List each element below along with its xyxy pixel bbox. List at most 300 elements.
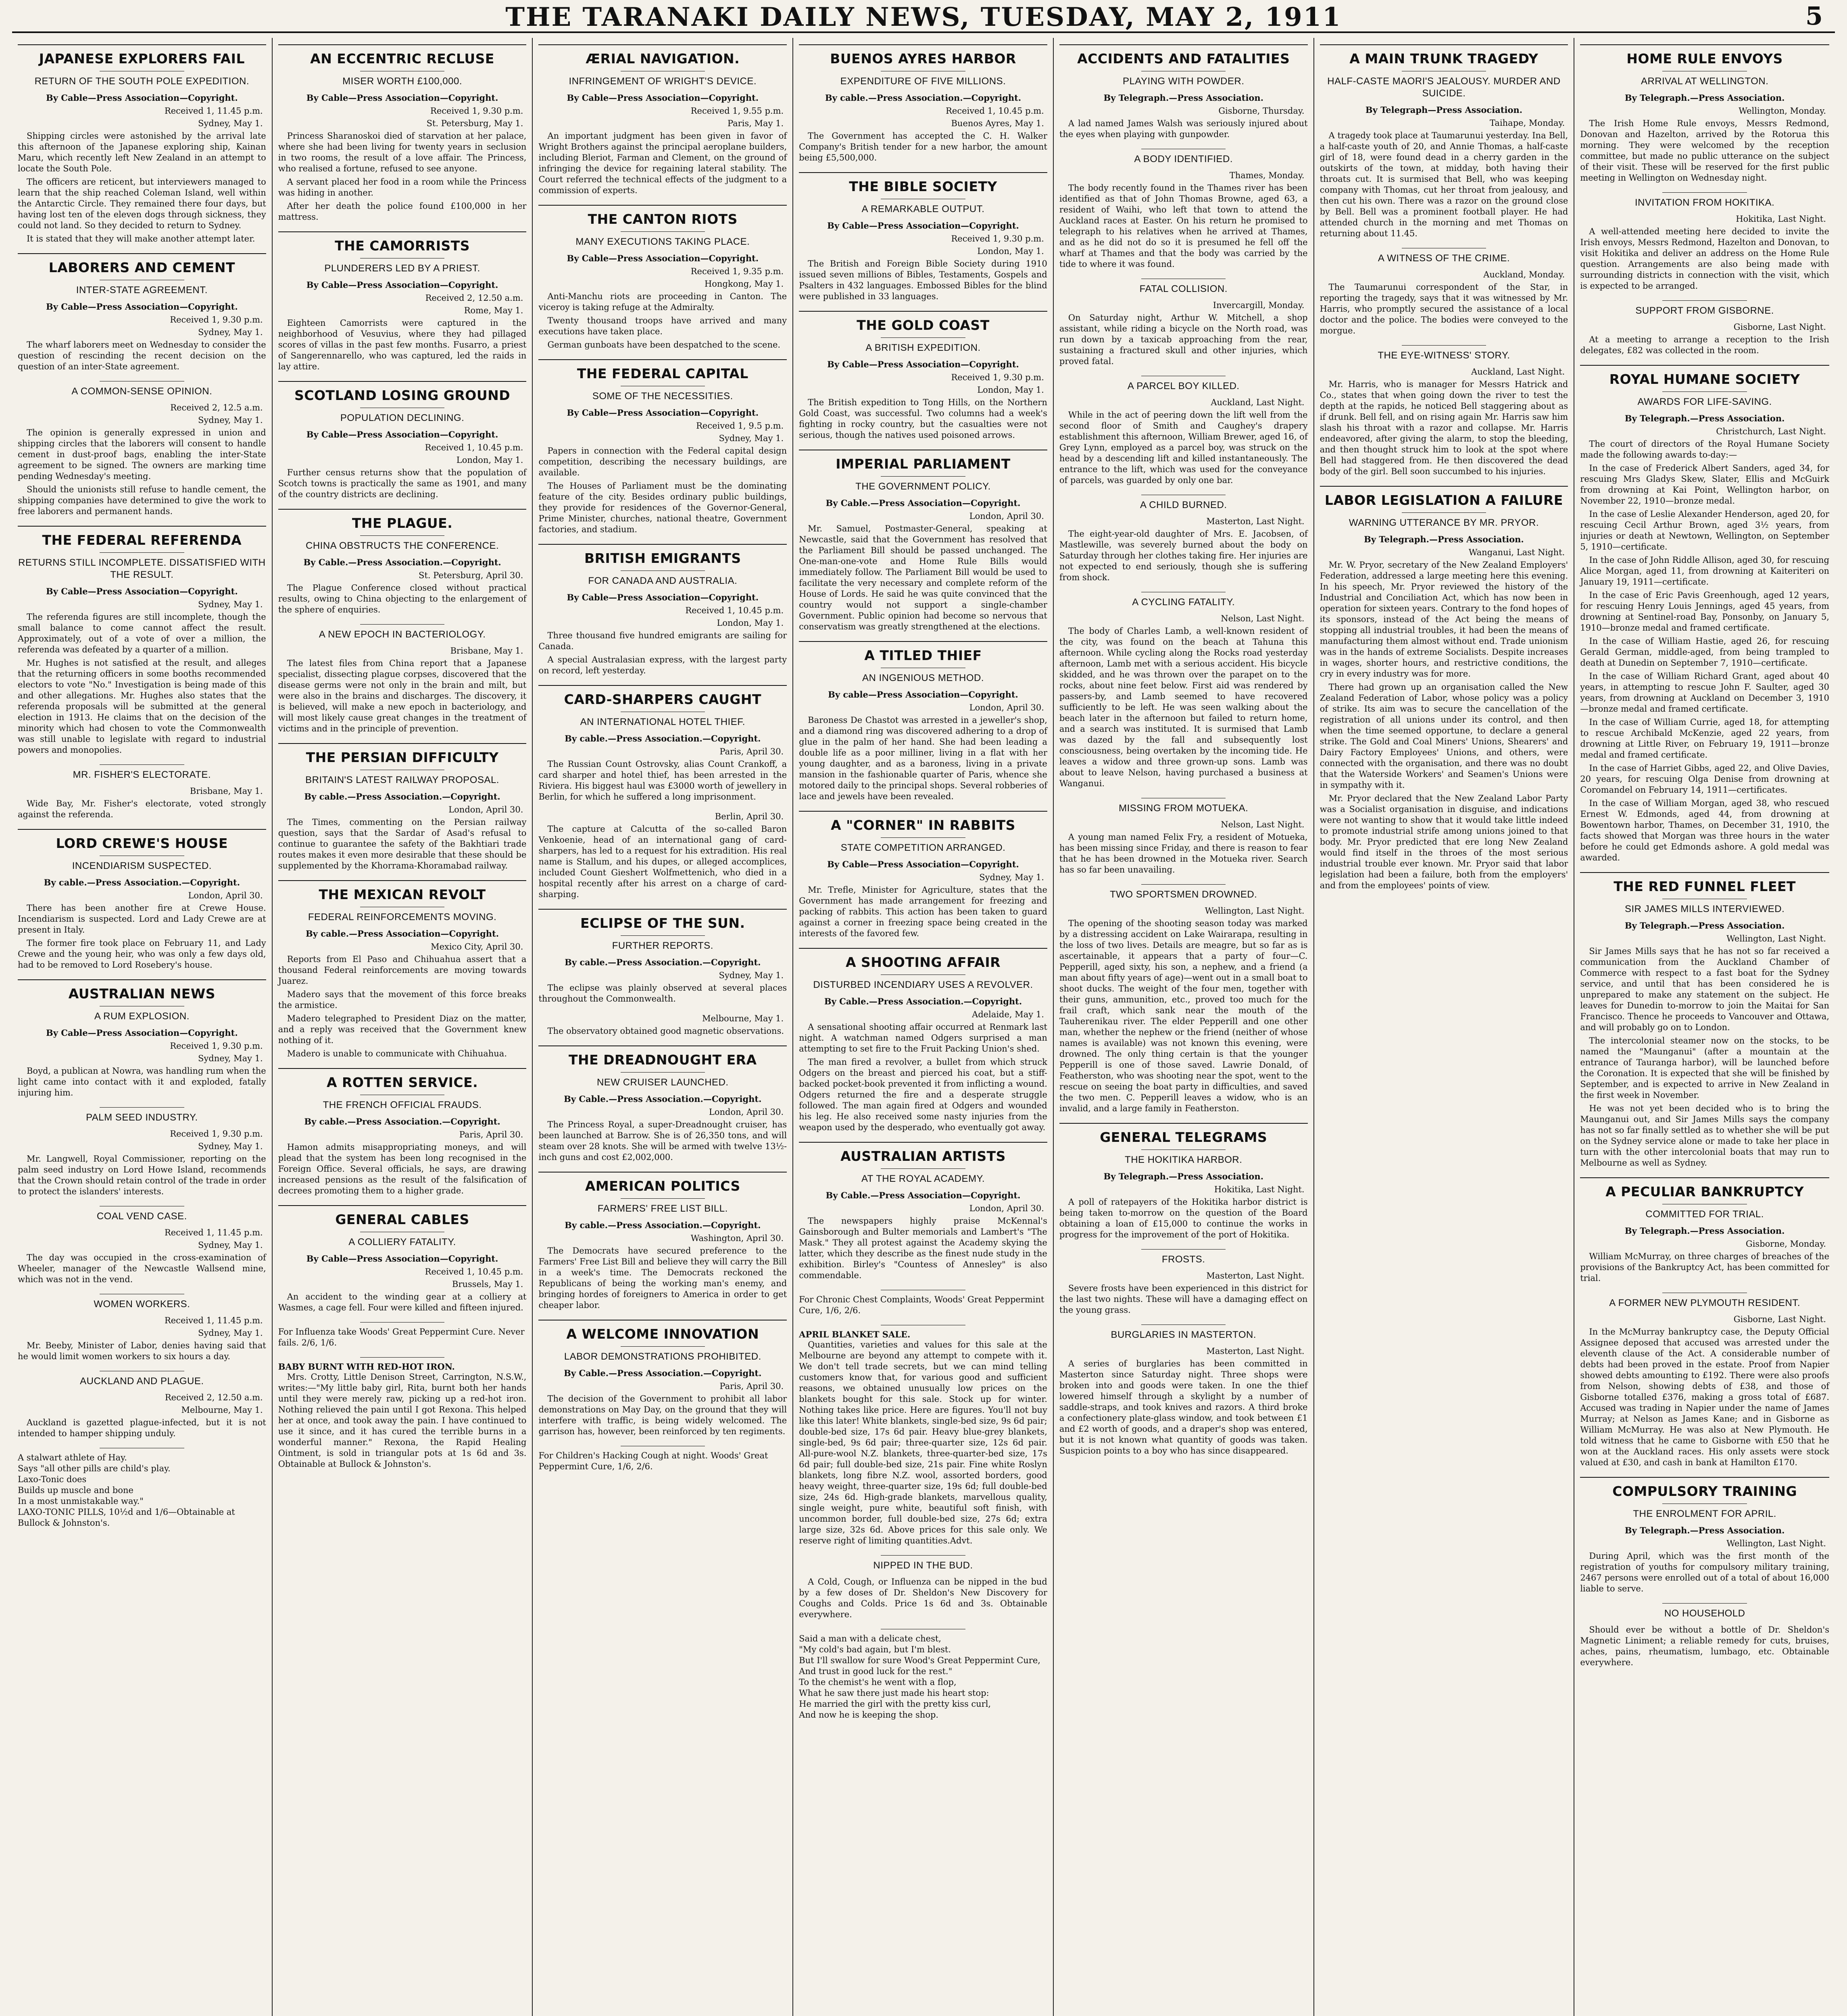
article-subheading: FOR CANADA AND AUSTRALIA. [588, 575, 738, 586]
column-rule [1580, 1177, 1829, 1178]
press-credit: By Cable—Press Association—Copyright. [567, 592, 759, 602]
column-rule [799, 44, 1047, 45]
article-headline: ECLIPSE OF THE SUN. [580, 915, 745, 931]
article [278, 624, 527, 734]
advert-line: He married the girl with the pretty kiss curl, [799, 1699, 991, 1709]
dateline: Hokitika, Last Night. [1214, 1185, 1305, 1194]
paragraph: A lad named James Walsh was seriously injured about the eyes when playing with gunpowder. [1059, 119, 1308, 139]
short-rule [621, 1198, 705, 1199]
advert-headline: BABY BURNT WITH RED-HOT IRON. [278, 1362, 455, 1372]
dateline: Brisbane, May 1. [190, 786, 263, 796]
article [278, 44, 527, 223]
paragraph: The former fire took place on February 11, and Lady Crewe and the young heir, who was only a few days old, had to be removed to Lord Rosebery's house. [18, 938, 266, 970]
short-rule [360, 535, 444, 536]
short-rule [621, 1072, 705, 1073]
article [1580, 872, 1829, 1168]
press-credit: By cable.—Press Association.—Copyright. [565, 1220, 761, 1230]
paragraph: In the case of Harriet Gibbs, aged 22, and Olive Davies, 20 years, for rescuing Olga Denise from drowning at Coromandel on February 14, 1911—certificates. [1580, 763, 1830, 795]
press-credit: By Cable.—Press Association.—Copyright. [564, 1368, 762, 1378]
article-subheading: A FORMER NEW PLYMOUTH RESIDENT. [1609, 1297, 1801, 1308]
paragraph: Should the unionists still refuse to handle cement, the shipping companies have determined to give the work to free laborers and permanent hands. [18, 485, 266, 516]
article [1580, 1293, 1829, 1468]
dateline: Wellington, Monday. [1739, 106, 1826, 116]
dateline: Thames, Monday. [1229, 171, 1305, 180]
article [278, 1205, 527, 1313]
paragraph: The Democrats have secured preference to the Farmers' Free List Bill and believe they will carry the Bill in a week's time. The Democrats reckoned the Republicans of being the working man's enemy, and bringing hordes of foreigners to America in order to get cheaper labor. [538, 1246, 787, 1310]
column-7 [1574, 38, 1835, 2016]
article-subheading: AWARDS FOR LIFE-SAVING. [1637, 396, 1772, 407]
paragraph: Baroness De Chastot was arrested in a jeweller's shop, and a diamond ring was discovered adhering to a drop of glue in the palm of her hand. She had been leading a double life as a poor milliner, living in a flat with her young daughter, and as a baroness, living in a private mansion in the fashionable quarter of Paris, whence she motored daily to the principal shops. Several robberies of lace and jewels have been revealed. [799, 715, 1047, 801]
article-subheading: THE EYE-WITNESS' STORY. [1378, 350, 1510, 361]
press-credit: By Telegraph.—Press Association. [1624, 921, 1785, 931]
press-credit: By Telegraph.—Press Association. [1624, 413, 1785, 423]
article-subheading: FARMERS' FREE LIST BILL. [597, 1203, 728, 1214]
paragraph: The eight-year-old daughter of Mrs. E. Jacobsen, of Mastlewille, was severely burned about the body on Saturday through her clothes taking fire. Her injuries are not expected to end seriously, though she is suffering from shock. [1059, 529, 1308, 582]
short-rule [621, 1346, 705, 1347]
article-subheading: RETURN OF THE SOUTH POLE EXPEDITION. [34, 76, 249, 87]
article-headline: CARD-SHARPERS CAUGHT [564, 691, 761, 707]
article-subheading: NEW CRUISER LAUNCHED. [597, 1077, 729, 1088]
paragraph: In the case of William Richard Grant, aged about 40 years, in attempting to rescue John F. Saulter, aged 30 years, from drowning at Auckland on December 3, 1910—bronze medal and framed certificate. [1580, 671, 1830, 714]
paragraph: Mr. Harris, who is manager for Messrs Hatrick and Co., states that when going down the river to test the depth at the rapids, he noticed Bell staggering about as if drunk. Bell fell, and on rising again Mr. Harris saw him slash his throat with a razor and collapse. Mr. Harris endeavored, after giving the alarm, to stop the bleeding, and then thought struck him to look at the spot where Bell had staggered from. He then discovered the dead body of the girl. Bell soon succumbed to his injuries. [1320, 379, 1568, 476]
article-subheading: RETURNS STILL INCOMPLETE. DISSATISFIED WITH THE RESULT. [18, 557, 266, 580]
dateline: Sydney, May 1. [198, 1328, 263, 1338]
dateline: Wellington, Last Night. [1726, 1539, 1826, 1548]
short-rule [1662, 300, 1747, 301]
dateline: Received 1, 11.45 p.m. [164, 1316, 263, 1325]
press-credit: By Cable.—Press Association—Copyright. [826, 1190, 1021, 1200]
advert-line: "My cold's bad again, but I'm blest. [799, 1645, 951, 1654]
paragraph: Further census returns show that the population of Scotch towns is practically the same as 1901, and many of the country districts are declining. [278, 468, 527, 499]
advert-headline: APRIL BLANKET SALE. [799, 1329, 911, 1339]
article [1059, 44, 1308, 140]
article-subheading: A REMARKABLE OUTPUT. [861, 204, 985, 215]
advert-line: But I'll swallow for sure Wood's Great Peppermint Cure, [799, 1656, 1040, 1665]
article-headline: LABOR LEGISLATION A FAILURE [1324, 492, 1563, 508]
dateline: Paris, April 30. [719, 1381, 784, 1391]
article [538, 544, 787, 676]
short-rule [100, 552, 184, 553]
paragraph: Severe frosts have been experienced in this district for the last two nights. These will have a damaging effect on the young grass. [1059, 1283, 1308, 1315]
article [18, 1107, 266, 1197]
column-5 [1054, 38, 1314, 2016]
article-headline: A WELCOME INNOVATION [566, 1326, 759, 1342]
article-headline: AMERICAN POLITICS [585, 1178, 740, 1194]
short-rule [360, 1357, 444, 1358]
press-credit: By Telegraph.—Press Association. [1364, 534, 1524, 544]
paragraph: In the case of William Hastie, aged 26, for rescuing Gerald German, middle-aged, from being trampled to death at Dunedin on September 7, 1910—certificate. [1580, 636, 1830, 668]
article-subheading: PALM SEED INDUSTRY. [86, 1112, 198, 1123]
article-subheading: FATAL COLLISION. [1139, 283, 1228, 294]
dateline: Sydney, May 1. [198, 1141, 263, 1151]
article-subheading: WARNING UTTERANCE BY MR. PRYOR. [1349, 517, 1539, 528]
dateline: Received 1, 10.45 p.m. [425, 443, 523, 452]
paragraph: The intercolonial steamer now on the stocks, to be named the "Maunganui" (after a mountain at the entrance of Tauranga harbor), will be launched before the Coronation. It is expected that she will be finished by September, and is expected to arrive in New Zealand in the first week in November. [1580, 1036, 1830, 1100]
short-rule [881, 337, 965, 338]
short-rule [1662, 192, 1747, 193]
paragraph: The latest files from China report that a Japanese specialist, dissecting plague corpses, discovered that the disease germs were not only in the brain and milt, but were also in the brains and discharges. The discovery, it is believed, will make a new epoch in bacteriology, and will most likely cause great changes in the treatment of victims and in the principle of prevention. [278, 658, 527, 733]
paragraph: The Taumarunui correspondent of the Star, in reporting the tragedy, says that it was witnessed by Mr. Harris, who promptly secured the assistance of a local doctor and the police. The bodies were conveyed to the morgue. [1320, 282, 1568, 335]
paragraph: The Government has accepted the C. H. Walker Company's British tender for a new harbor, the amount being £5,500,000. [799, 131, 1047, 162]
paragraph: It is stated that they will make another attempt later. [27, 234, 255, 244]
article-headline: A "CORNER" IN RABBITS [831, 817, 1015, 833]
paragraph: William McMurray, on three charges of breaches of the provisions of the Bankruptcy Act, has been committed for trial. [1580, 1252, 1830, 1283]
column-rule [18, 979, 266, 980]
press-credit: By Cable—Press Association—Copyright. [46, 586, 238, 596]
advert-line: A stalwart athlete of Hay. [18, 1453, 127, 1462]
paragraph: The wharf laborers meet on Wednesday to consider the question of rescinding the recent decision on the question of an inter-State agreement. [18, 340, 266, 371]
article-headline: BRITISH EMIGRANTS [584, 550, 741, 566]
article [538, 359, 787, 535]
paragraph: Princess Sharanoskoi died of starvation at her palace, where she had been living for twenty years in seclusion in two rooms, the result of a love affair. The Princess, who realised a fortune, refused to see anyone. [278, 131, 527, 173]
paragraph: Boyd, a publican at Nowra, was handling rum when the light came into contact with it and exploded, fatally injuring him. [18, 1066, 266, 1098]
dateline: Received 1, 9.30 p.m. [430, 106, 523, 116]
article-headline: A ROTTEN SERVICE. [326, 1075, 478, 1090]
dateline: Invercargill, Monday. [1213, 300, 1305, 310]
article [538, 1446, 787, 1472]
press-credit: By Cable—Press Association—Copyright. [567, 253, 759, 263]
article-subheading: SOME OF THE NECESSITIES. [592, 391, 733, 402]
article-headline: HOME RULE ENVOYS [1626, 51, 1783, 67]
article [538, 1045, 787, 1163]
article [799, 641, 1047, 802]
dateline: London, April 30. [448, 805, 523, 814]
article [538, 44, 787, 196]
article [799, 311, 1047, 441]
dateline: Received 1, 9.30 p.m. [170, 1129, 263, 1139]
article [1320, 248, 1568, 336]
dateline: Received 1, 9.30 p.m. [951, 373, 1044, 382]
article-subheading: THE GOVERNMENT POLICY. [855, 481, 991, 492]
press-credit: By Telegraph.—Press Association. [1624, 1525, 1785, 1535]
advert-line: What he saw there just made his heart stop: [799, 1688, 989, 1698]
dateline: Sydney, May 1. [198, 1240, 263, 1250]
short-rule [1662, 1603, 1747, 1604]
paragraph: Mr. W. Pryor, secretary of the New Zealand Employers' Federation, addressed a large meeting here this evening. In his speech, Mr. Pryor reviewed the history of the Industrial and Conciliation Act, which has now been in operation for sixteen years. Contrary to the fond hopes of its sponsors, instead of the Act being the means of stopping all industrial troubles, it had been the means of manufacturing them almost without end. Trade unionism was in the hands of extreme Socialists. Despite increases in wages, shorter hours, and restrictive conditions, the cry in every industry was for more. [1320, 560, 1568, 679]
column-rule [799, 811, 1047, 812]
dateline: Buenos Ayres, May 1. [951, 119, 1044, 128]
short-rule [881, 1168, 965, 1169]
press-credit: By Telegraph.—Press Association. [1624, 1226, 1785, 1236]
article-headline: JAPANESE EXPLORERS FAIL [39, 51, 245, 67]
article [799, 172, 1047, 302]
article [278, 880, 527, 1059]
paragraph: The Houses of Parliament must be the dominating feature of the city. Besides ordinary public buildings, they provide for residences of the Governor-General, Prime Minister, churches, national theatre, Government factories, and stadium. [538, 481, 787, 534]
short-rule [1402, 512, 1486, 513]
column-rule [18, 829, 266, 830]
column-rule [799, 1142, 1047, 1143]
dateline: Gisborne, Monday. [1745, 1239, 1826, 1249]
column-rule [538, 1045, 787, 1046]
press-credit: By Cable.—Press Association.—Copyright. [564, 1094, 762, 1104]
article-subheading: A BODY IDENTIFIED. [1134, 154, 1233, 165]
press-credit: By Cable.—Press Association—Copyright. [826, 498, 1021, 508]
article-headline: THE PLAGUE. [352, 515, 453, 531]
press-credit: By Cable—Press Association—Copyright. [46, 302, 238, 312]
paragraph: Mr. Hughes is not satisfied at the result, and alleges that the returning officers in some booths recommended electors to vote "No." Investigation is being made of this and other allegations. Mr. Hughes also states that the referenda proposals will be submitted at the general election in 1913. He claims that on the decision of the minority which had chosen to vote the Commonwealth was still unable to legislate with regard to industrial powers and monopolies. [18, 658, 266, 755]
column-rule [538, 544, 787, 545]
column-rule [278, 381, 527, 382]
article-subheading: A PARCEL BOY KILLED. [1127, 381, 1240, 392]
dateline: Sydney, May 1. [198, 600, 263, 609]
dateline: Received 1, 10.45 p.m. [946, 106, 1044, 116]
dateline: Received 1, 11.45 p.m. [164, 1228, 263, 1237]
paragraph: The British and Foreign Bible Society during 1910 issued seven millions of Bibles, Testaments, Gospels and Psalters in 432 languages. Embossed Bibles for the blind were published in 33 languages. [799, 259, 1047, 301]
press-credit: By Cable—Press Association—Copyright. [567, 408, 759, 418]
article [1059, 1325, 1308, 1456]
article-headline: GENERAL CABLES [335, 1212, 469, 1227]
dateline: Received 2, 12.5 a.m. [170, 403, 263, 412]
dateline: Received 1, 9.55 p.m. [690, 106, 784, 116]
paragraph: In the case of Eric Pavis Greenhough, aged 12 years, for rescuing Henry Louis Jennings, aged 45 years, from drowning at Sentinel-road Bay, Ponsonby, on January 5, 1910—bronze medal and framed certificate. [1580, 590, 1830, 633]
advert-line: And now he is keeping the shop. [799, 1710, 939, 1720]
dateline: Received 1, 9.30 p.m. [170, 1041, 263, 1051]
dateline: Auckland, Last Night. [1211, 398, 1305, 407]
article-subheading: AT THE ROYAL ACADEMY. [861, 1173, 985, 1184]
dateline: Gisborne, Last Night. [1733, 1314, 1826, 1324]
paragraph: While in the act of peering down the lift well from the second floor of Smith and Caughey's drapery establishment this afternoon, William Brewer, aged 16, of Grey Lynn, employed as a parcel boy, was struck on the head by a descending lift and killed instantaneously. The entrance to the lift, which was used for the conveyance of parcels, was guarded by only one bar. [1059, 410, 1308, 485]
paragraph: There has been another fire at Crewe House. Incendiarism is suspected. Lord and Lady Crewe are at present in Italy. [18, 903, 266, 935]
press-credit: By Cable—Press Association—Copyright. [827, 221, 1019, 231]
article-subheading: FEDERAL REINFORCEMENTS MOVING. [308, 912, 497, 923]
paragraph: The decision of the Government to prohibit all labor demonstrations on May Day, on the ground that they will interfere with traffic, is being widely welcomed. The garrison has, however, been reinforced by ten regiments. [538, 1394, 787, 1436]
article [278, 231, 527, 372]
column-rule [1320, 44, 1568, 45]
article [799, 1555, 1047, 1620]
dateline: Received 1, 9.5 p.m. [696, 421, 784, 431]
press-credit: By Cable—Press Association—Copyright. [567, 93, 759, 103]
paragraph: Quantities, varieties and values for this sale at the Melbourne are beyond any attempt to compete with it. We don't tell trade secrets, but we can mind telling customers know that, for various good and sufficient reasons, we obtained unusually low prices on the blankets bought for this sale. Stock up for winter. Nothing takes like price. Here are figures. You'll not buy like this later! White blankets, single-bed size, 9s 6d pair; double-bed size, 17s 6d pair. Heavy blue-grey blankets, single-bed, 9s 6d pair; three-quarter size, 12s 6d pair. All-pure-wool N.Z. blankets, three-quarter-bed size, 17s 6d pair; full double-bed size, 21s pair. Fine white Roslyn blankets, long fibre N.Z. wool, assorted borders, good heavy weight, three-quarter size, 19s 6d; full double-bed size, 24s 6d. High-grade blankets, marvellous quality, single weight, pure white, beautiful soft finish, with uncommon border, full double-bed size, 27s 6d; extra large size, 32s 6d. Above prices for this sale only. We reserve right of limiting quantities.Advt. [799, 1340, 1047, 1545]
article [1580, 1477, 1829, 1594]
dateline: London, May 1. [977, 246, 1044, 256]
article [538, 1013, 787, 1037]
column-rule [1580, 872, 1829, 873]
column-rule [18, 526, 266, 527]
article-subheading: BURGLARIES IN MASTERTON. [1111, 1329, 1256, 1340]
article-subheading: INVITATION FROM HOKITIKA. [1635, 197, 1775, 208]
dateline: Received 1, 10.45 p.m. [425, 1267, 523, 1277]
article-headline: SCOTLAND LOSING GROUND [294, 387, 511, 403]
paragraph: Mr. Samuel, Postmaster-General, speaking at Newcastle, said that the Government has resolved that the Parliament Bill should be passed unchanged. The One-man-one-vote and Home Rule Bills would immediately follow. The Parliament Bill would be used to facilitate the very necessary and complete reform of the House of Lords. He said he was quite convinced that the country would not support a single-chamber Government. Public opinion had become so nervous that conservatism was greatly strengthened at the elections. [799, 524, 1047, 631]
press-credit: By cable.—Press Association—Copyright. [306, 929, 499, 939]
paragraph: A sensational shooting affair occurred at Renmark last night. A watchman named Odgers surprised a man attempting to set fire to the Fruit Packing Union's shed. [799, 1022, 1047, 1054]
dateline: Received 1, 10.45 p.m. [685, 606, 784, 615]
paragraph: Mr. Pryor declared that the New Zealand Labor Party was a Socialist organisation in disguise, and indications were not wanting to show that it would take little indeed to promote industrial strife among unions joined to that body. Mr. Pryor predicted that ere long New Zealand would find itself in the throes of the most serious industrial trouble ever known. Mr. Pryor said that labor legislation had been a failure, both from the employers' and from the employees' points of view. [1320, 793, 1568, 890]
dateline: Received 1, 9.35 p.m. [690, 267, 784, 276]
article-headline: IMPERIAL PARLIAMENT [836, 456, 1011, 472]
column-rule [278, 231, 527, 232]
paragraph: An important judgment has been given in favor of Wright Brothers against the principal aeroplane builders, including Bleriot, Farman and Clement, on the ground of infringing the device for regaining lateral stability. The Court referred the technical effects of the judgment to a commission of experts. [538, 131, 787, 195]
article [18, 1294, 266, 1362]
column-rule [799, 172, 1047, 173]
article-subheading: SUPPORT FROM GISBORNE. [1635, 305, 1774, 316]
press-credit: By cable.—Press Association.—Copyright. [565, 957, 761, 967]
masthead [12, 0, 1835, 33]
dateline: London, May 1. [717, 618, 784, 628]
article-subheading: EXPENDITURE OF FIVE MILLIONS. [840, 76, 1006, 87]
article-subheading: A COMMON-SENSE OPINION. [71, 386, 213, 397]
dateline: Sydney, May 1. [719, 971, 784, 980]
article [1320, 44, 1568, 239]
paragraph: The Plague Conference closed without practical results, owing to China objecting to the enlargement of the sphere of enquiries. [278, 583, 527, 614]
page-number: 5 [1805, 1, 1823, 31]
article-headline: ACCIDENTS AND FATALITIES [1077, 51, 1290, 67]
article [1059, 884, 1308, 1114]
article-subheading: A NEW EPOCH IN BACTERIOLOGY. [319, 629, 486, 640]
article-headline: AN ECCENTRIC RECLUSE [310, 51, 494, 67]
paragraph: Madero telegraphed to President Diaz on the matter, and a reply was received that the Government knew nothing of it. [278, 1014, 527, 1045]
article [278, 509, 527, 615]
article-subheading: AUCKLAND AND PLAGUE. [80, 1376, 204, 1387]
paragraph: At a meeting to arrange a reception to the Irish delegates, £82 was collected in the room. [1580, 335, 1830, 355]
paragraph: The capture at Calcutta of the so-called Baron Venkoenie, head of an international gang of card-sharpers, has led to a request for his extradition. His real name is Stallum, and his dupes, or alleged accomplices, included Count Gieshert Wolfmettenich, who died in a hospital recently after his arrest on a charge of card-sharping. [538, 824, 787, 899]
short-rule [881, 476, 965, 477]
article [1580, 44, 1829, 183]
article [1059, 149, 1308, 270]
press-credit: By Cable—Press Association—Copyright. [306, 93, 498, 103]
dateline: London, April 30. [969, 703, 1044, 712]
paragraph: A well-attended meeting here decided to invite the Irish envoys, Messrs Redmond, Hazelton and Donovan, to visit Hokitika and deliver an address on the Home Rule question. Arrangements are also being made with surrounding districts in connection with the visit, which is expected to be arranged. [1580, 227, 1830, 291]
column-rule [1059, 44, 1308, 45]
dateline: Christchurch, Last Night. [1716, 427, 1826, 436]
article [799, 1629, 1047, 1720]
dateline: Sydney, May 1. [198, 415, 263, 425]
column-rule [799, 948, 1047, 949]
column-rule [1580, 44, 1829, 45]
article [538, 685, 787, 802]
column-rule [538, 909, 787, 910]
article [18, 381, 266, 517]
dateline: Brisbane, May 1. [450, 646, 523, 656]
paragraph: Wide Bay, Mr. Fisher's electorate, voted strongly against the referenda. [18, 799, 266, 819]
paragraph: After her death the police found £100,000 in her mattress. [278, 201, 527, 222]
advert-line: To the chemist's he went with a flop, [799, 1677, 957, 1687]
column-rule [799, 641, 1047, 642]
short-rule [621, 935, 705, 936]
dateline: Wanganui, Last Night. [1468, 548, 1565, 557]
dateline: Sydney, May 1. [719, 433, 784, 443]
column-4 [793, 38, 1054, 2016]
dateline: Melbourne, May 1. [181, 1405, 263, 1415]
column-2 [273, 38, 533, 2016]
dateline: London, April 30. [709, 1107, 784, 1117]
article-subheading: MANY EXECUTIONS TAKING PLACE. [575, 236, 750, 247]
article-subheading: COMMITTED FOR TRIAL. [1645, 1209, 1764, 1220]
article-subheading: A CYCLING FATALITY. [1132, 597, 1235, 608]
article-subheading: FROSTS. [1161, 1254, 1205, 1265]
article-subheading: AN INTERNATIONAL HOTEL THIEF. [580, 716, 745, 727]
article-subheading: WOMEN WORKERS. [94, 1299, 190, 1310]
dateline: Gisborne, Thursday. [1218, 106, 1305, 116]
dateline: St. Petersburg, May 1. [426, 119, 523, 128]
paragraph: The eclipse was plainly observed at several places throughout the Commonwealth. [538, 983, 787, 1004]
column-3 [533, 38, 793, 2016]
column-rule [799, 311, 1047, 312]
article [278, 743, 527, 871]
article [278, 381, 527, 500]
article [799, 1325, 1047, 1546]
press-credit: By Cable.—Press Association.—Copyright. [303, 557, 501, 567]
column-rule [278, 880, 527, 881]
column-rule [538, 44, 787, 45]
article-subheading: NO HOUSEHOLD [1664, 1608, 1745, 1619]
article-headline: LORD CREWE'S HOUSE [56, 835, 228, 851]
press-credit: By Cable—Press Association—Copyright. [827, 359, 1019, 369]
press-credit: By Telegraph—Press Association. [1365, 105, 1523, 115]
paragraph: The Princess Royal, a super-Dreadnought cruiser, has been launched at Barrow. She is of 26,350 tons, and will steam over 28 knots. She will be armed with twelve 13½-inch guns and cost £2,002,000. [538, 1120, 787, 1162]
article-subheading: PLUNDERERS LED BY A PRIEST. [324, 263, 480, 274]
article-headline: THE BIBLE SOCIETY [849, 179, 997, 194]
paragraph: Mrs. Crotty, Little Denison Street, Carrington, N.S.W., writes:—"My little baby girl, Rita, burnt both her hands until they were merely raw, picking up a red-hot iron. Nothing relieved the pain until I got Rexona. This helped her at once, and took away the pain. I have continued to use it since, and it has cured the terrible burns in a wonderful manner." Rexona, the Rapid Healing Ointment, is sold in triangular pots at 1s 6d and 3s. Obtainable at Bullock & Johnston's. [278, 1372, 527, 1469]
paragraph: A tragedy took place at Taumarunui yesterday. Ina Bell, a half-caste youth of 20, and Annie Thomas, a half-caste girl of 18, were found dead in a cherry garden in the outskirts of the town, at midday, both having their throats cut. It is surmised that Bell, who was keeping company with Thomas, cut her throat from jealousy, and then cut his own. There was a razor on the ground close by Bell. Bell was a prominent football player. He had attended church in the morning and met Thomas on returning about 11.45. [1320, 131, 1568, 238]
press-credit: By Cable—Press Association—Copyright. [827, 859, 1019, 869]
dateline: London, April 30. [969, 1204, 1044, 1213]
press-credit: By Telegraph.—Press Association. [1103, 1171, 1264, 1181]
paragraph: A young man named Felix Fry, a resident of Motueka, has been missing since Friday, and there is reason to fear that he has been drowned in the Motueka river. Search has so far been unavailing. [1059, 832, 1308, 875]
paragraph: Anti-Manchu riots are proceeding in Canton. The viceroy is taking refuge at the Admiralty. [538, 292, 787, 312]
article-headline: THE CANTON RIOTS [588, 211, 738, 227]
dateline: Sydney, May 1. [198, 327, 263, 337]
article-subheading: INFRINGEMENT OF WRIGHT'S DEVICE. [569, 76, 757, 87]
column-6 [1314, 38, 1575, 2016]
article [1580, 365, 1829, 863]
article [278, 1068, 527, 1196]
dateline: London, April 30. [188, 891, 263, 900]
paragraph: The Times, commenting on the Persian railway question, says that the Sardar of Asad's refusal to continue to guarantee the safety of the Bakhtiari trade routes makes it even more desirable that these should be supplemented by the Khorrama-Khoramabad railway. [278, 817, 527, 871]
short-rule [360, 624, 444, 625]
paragraph: Mr. Beeby, Minister of Labor, denies having said that he would limit women workers to six hours a day. [18, 1341, 266, 1361]
paragraph: In the case of John Riddle Allison, aged 30, for rescuing Alice Morgan, aged 11, from drowning at Kaiteriteri on January 19, 1911—certificate. [1580, 555, 1830, 587]
press-credit: By Cable—Press Association—Copyright. [306, 429, 498, 439]
article [1059, 1123, 1308, 1240]
paragraph: The opening of the shooting season today was marked by a distressing accident on Lake Wairarapa, resulting in the loss of two lives. Details are meagre, but so far as is ascertainable, it appears that a party of four—C. Pepperill, aged sixty, his son, a nephew, and a friend (a man about fifty years of age)—went out in a small boat to shoot ducks. The weight of the four men, together with their guns, ammunition, etc., proved too much for the frail craft, which sank near the mouth of the Tauherenikau river. The elder Pepperill and one other man, whether the nephew or the friend (neither of whose names is available) was not known this evening, were drowned. The only thing certain is that the younger Pepperill is one of those saved. Lawrie Donald, of Featherston, who was shooting near the spot, went to the rescue on seeing the boat party in difficulties, and saved the two men. C. Pepperill leaves a widow, who is an invalid, and a large family in Featherston. [1059, 918, 1308, 1113]
article [18, 253, 266, 372]
article [1059, 1249, 1308, 1316]
paragraph: German gunboats have been despatched to the scene. [547, 340, 781, 350]
paragraph: In the McMurray bankruptcy case, the Deputy Official Assignee deposed that accused was arrested under the eleventh clause of the Act. A considerable number of debts had been proved in the estate. Proof from Napier showed debts amounting to £192. There were also proofs from Nelson, showing debts of £38, and those of Gisborne totalled £376, making a gross total of £687. Accused was trading in Napier under the name of James Murray; at Nelson as James Kane; and in Gisborne as William McMurray. He was also at New Plymouth. He told witness that he came to Gisborne with £50 that he won at the Auckland races. His only assets were stock valued at £30, and cash in bank at Hamilton £170. [1580, 1327, 1830, 1467]
paragraph: The body recently found in the Thames river has been identified as that of John Thomas Browne, aged 63, a resident of Waihi, who left that town to attend the Auckland races at Easter. On his return he promised to telegraph to his relatives when he arrived at Thames, and as he did not do so it is presumed he fell off the wharf at Thames and that the body was carried by the tide to where it was found. [1059, 183, 1308, 269]
article-subheading: THE ENROLMENT FOR APRIL. [1633, 1508, 1776, 1519]
press-credit: By cable.—Press Association.—Copyright. [304, 1116, 500, 1127]
paragraph: There had grown up an organisation called the New Zealand Federation of Labor, whose policy was a policy of strike. Its aim was to secure the cancellation of the registration of all unions under its control, and then when the time seemed opportune, to declare a general strike. The Gold and Coal Miners' Unions, Shearers' and Dairy Factory Employees' Unions, and others, were connected with the organisation, and there was no doubt that the Waterside Workers' and Seamen's Unions were in sympathy with it. [1320, 682, 1568, 790]
column-rule [278, 509, 527, 510]
paragraph: During April, which was the first month of the registration of youths for compulsory military training, 2467 persons were enrolled out of a total of about 16,000 liable to serve. [1580, 1551, 1830, 1593]
paragraph: Madero is unable to communicate with Chihuahua. [287, 1049, 507, 1058]
article-headline: COMPULSORY TRAINING [1612, 1483, 1797, 1499]
article-headline: THE FEDERAL CAPITAL [577, 366, 748, 381]
column-rule [1580, 365, 1829, 366]
column-rule [538, 359, 787, 360]
paragraph: The officers are reticent, but interviewers managed to learn that the ship reached Coleman Island, well within the Antarctic Circle. They remained there four days, but having lost ten of the eleven dogs through sickness, they could not land. So they decided to return to Sydney. [18, 177, 266, 230]
article-subheading: BRITAIN'S LATEST RAILWAY PROPOSAL. [305, 775, 499, 785]
dateline: Wellington, Last Night. [1726, 934, 1826, 943]
dateline: Paris, April 30. [719, 747, 784, 756]
article-headline: A SHOOTING AFFAIR [845, 954, 1001, 970]
column-rule [278, 1068, 527, 1069]
paragraph: Mr. Langwell, Royal Commissioner, reporting on the palm seed industry on Lord Howe Island, recommends that the Crown should retain control of the trade in order to protect the islanders' interests. [18, 1154, 266, 1196]
dateline: Wellington, Last Night. [1205, 906, 1305, 916]
article [1580, 300, 1829, 356]
press-credit: By Telegraph.—Press Association. [1624, 93, 1785, 103]
short-rule [1141, 884, 1226, 885]
article-subheading: THE HOKITIKA HARBOR. [1125, 1154, 1242, 1165]
advert-line: For Influenza take Woods' Great Peppermint Cure. Never fails. 2/6, 1/6. [278, 1327, 525, 1347]
article [18, 1371, 266, 1439]
dateline: Sydney, May 1. [979, 873, 1044, 882]
article-subheading: INCENDIARISM SUSPECTED. [72, 860, 212, 871]
dateline: Sydney, May 1. [198, 119, 263, 128]
paragraph: The British expedition to Tong Hills, on the Northern Gold Coast, was successful. Two columns had a week's fighting in rocky country, but the casualties were not serious, though the natives used poisoned arrows. [799, 398, 1047, 440]
